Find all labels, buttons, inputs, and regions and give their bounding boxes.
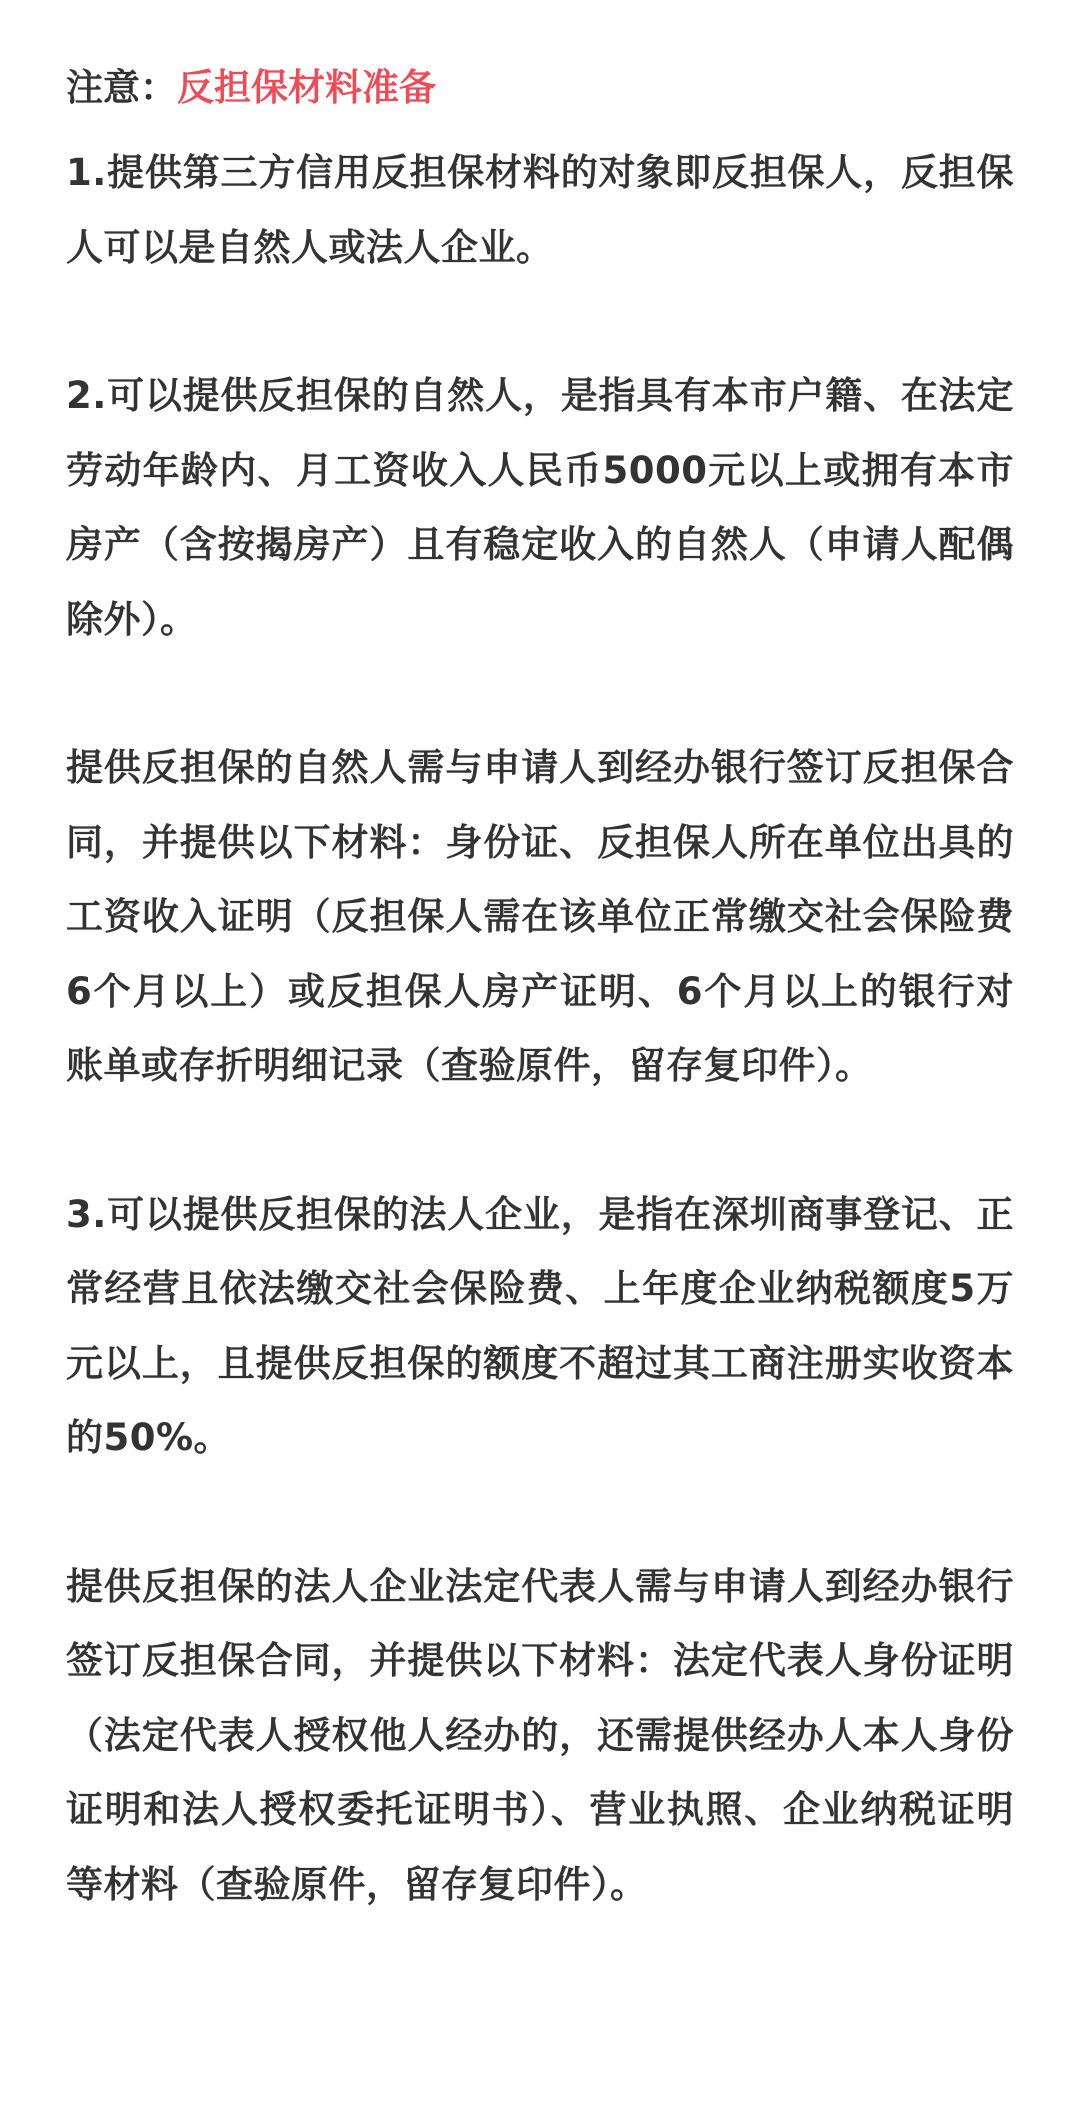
paragraph-gap: [66, 1104, 1014, 1178]
notice-heading: [66, 62, 1014, 114]
notice-label: 注意：: [66, 66, 177, 109]
paragraph-4: 3.可以提供反担保的法人企业，是指在深圳商事登记、正常经营且依法缴交社会保险费、上年度企业纳税额度5万元以上，且提供反担保的额度不超过其工商注册实收资本的50%。: [66, 1192, 1014, 1459]
notice-title: 反担保材料准备: [177, 66, 436, 109]
paragraph-gap: [66, 285, 1014, 359]
paragraph-gap: [66, 1476, 1014, 1550]
paragraph-gap: [66, 657, 1014, 731]
paragraph-1: 1.提供第三方信用反担保材料的对象即反担保人，反担保人可以是自然人或法人企业。: [66, 151, 1014, 269]
paragraph-3: 提供反担保的自然人需与申请人到经办银行签订反担保合同，并提供以下材料：身份证、反担保人所在单位出具的工资收入证明（反担保人需在该单位正常缴交社会保险费6个月以上）或反担保人房产证明、6个月以上的银行对账单或存折明细记录（查验原件，留存复印件）。: [66, 746, 1014, 1087]
paragraph-2: 2.可以提供反担保的自然人，是指具有本市户籍、在法定劳动年龄内、月工资收入人民币5000元以上或拥有本市房产（含按揭房产）且有稳定收入的自然人（申请人配偶除外）。: [66, 374, 1014, 641]
paragraph-5: 提供反担保的法人企业法定代表人需与申请人到经办银行签订反担保合同，并提供以下材料：法定代表人身份证明（法定代表人授权他人经办的，还需提供经办人本人身份证明和法人授权委托证明书）、营业执照、企业纳税证明等材料（查验原件，留存复印件）。: [66, 1564, 1014, 1906]
